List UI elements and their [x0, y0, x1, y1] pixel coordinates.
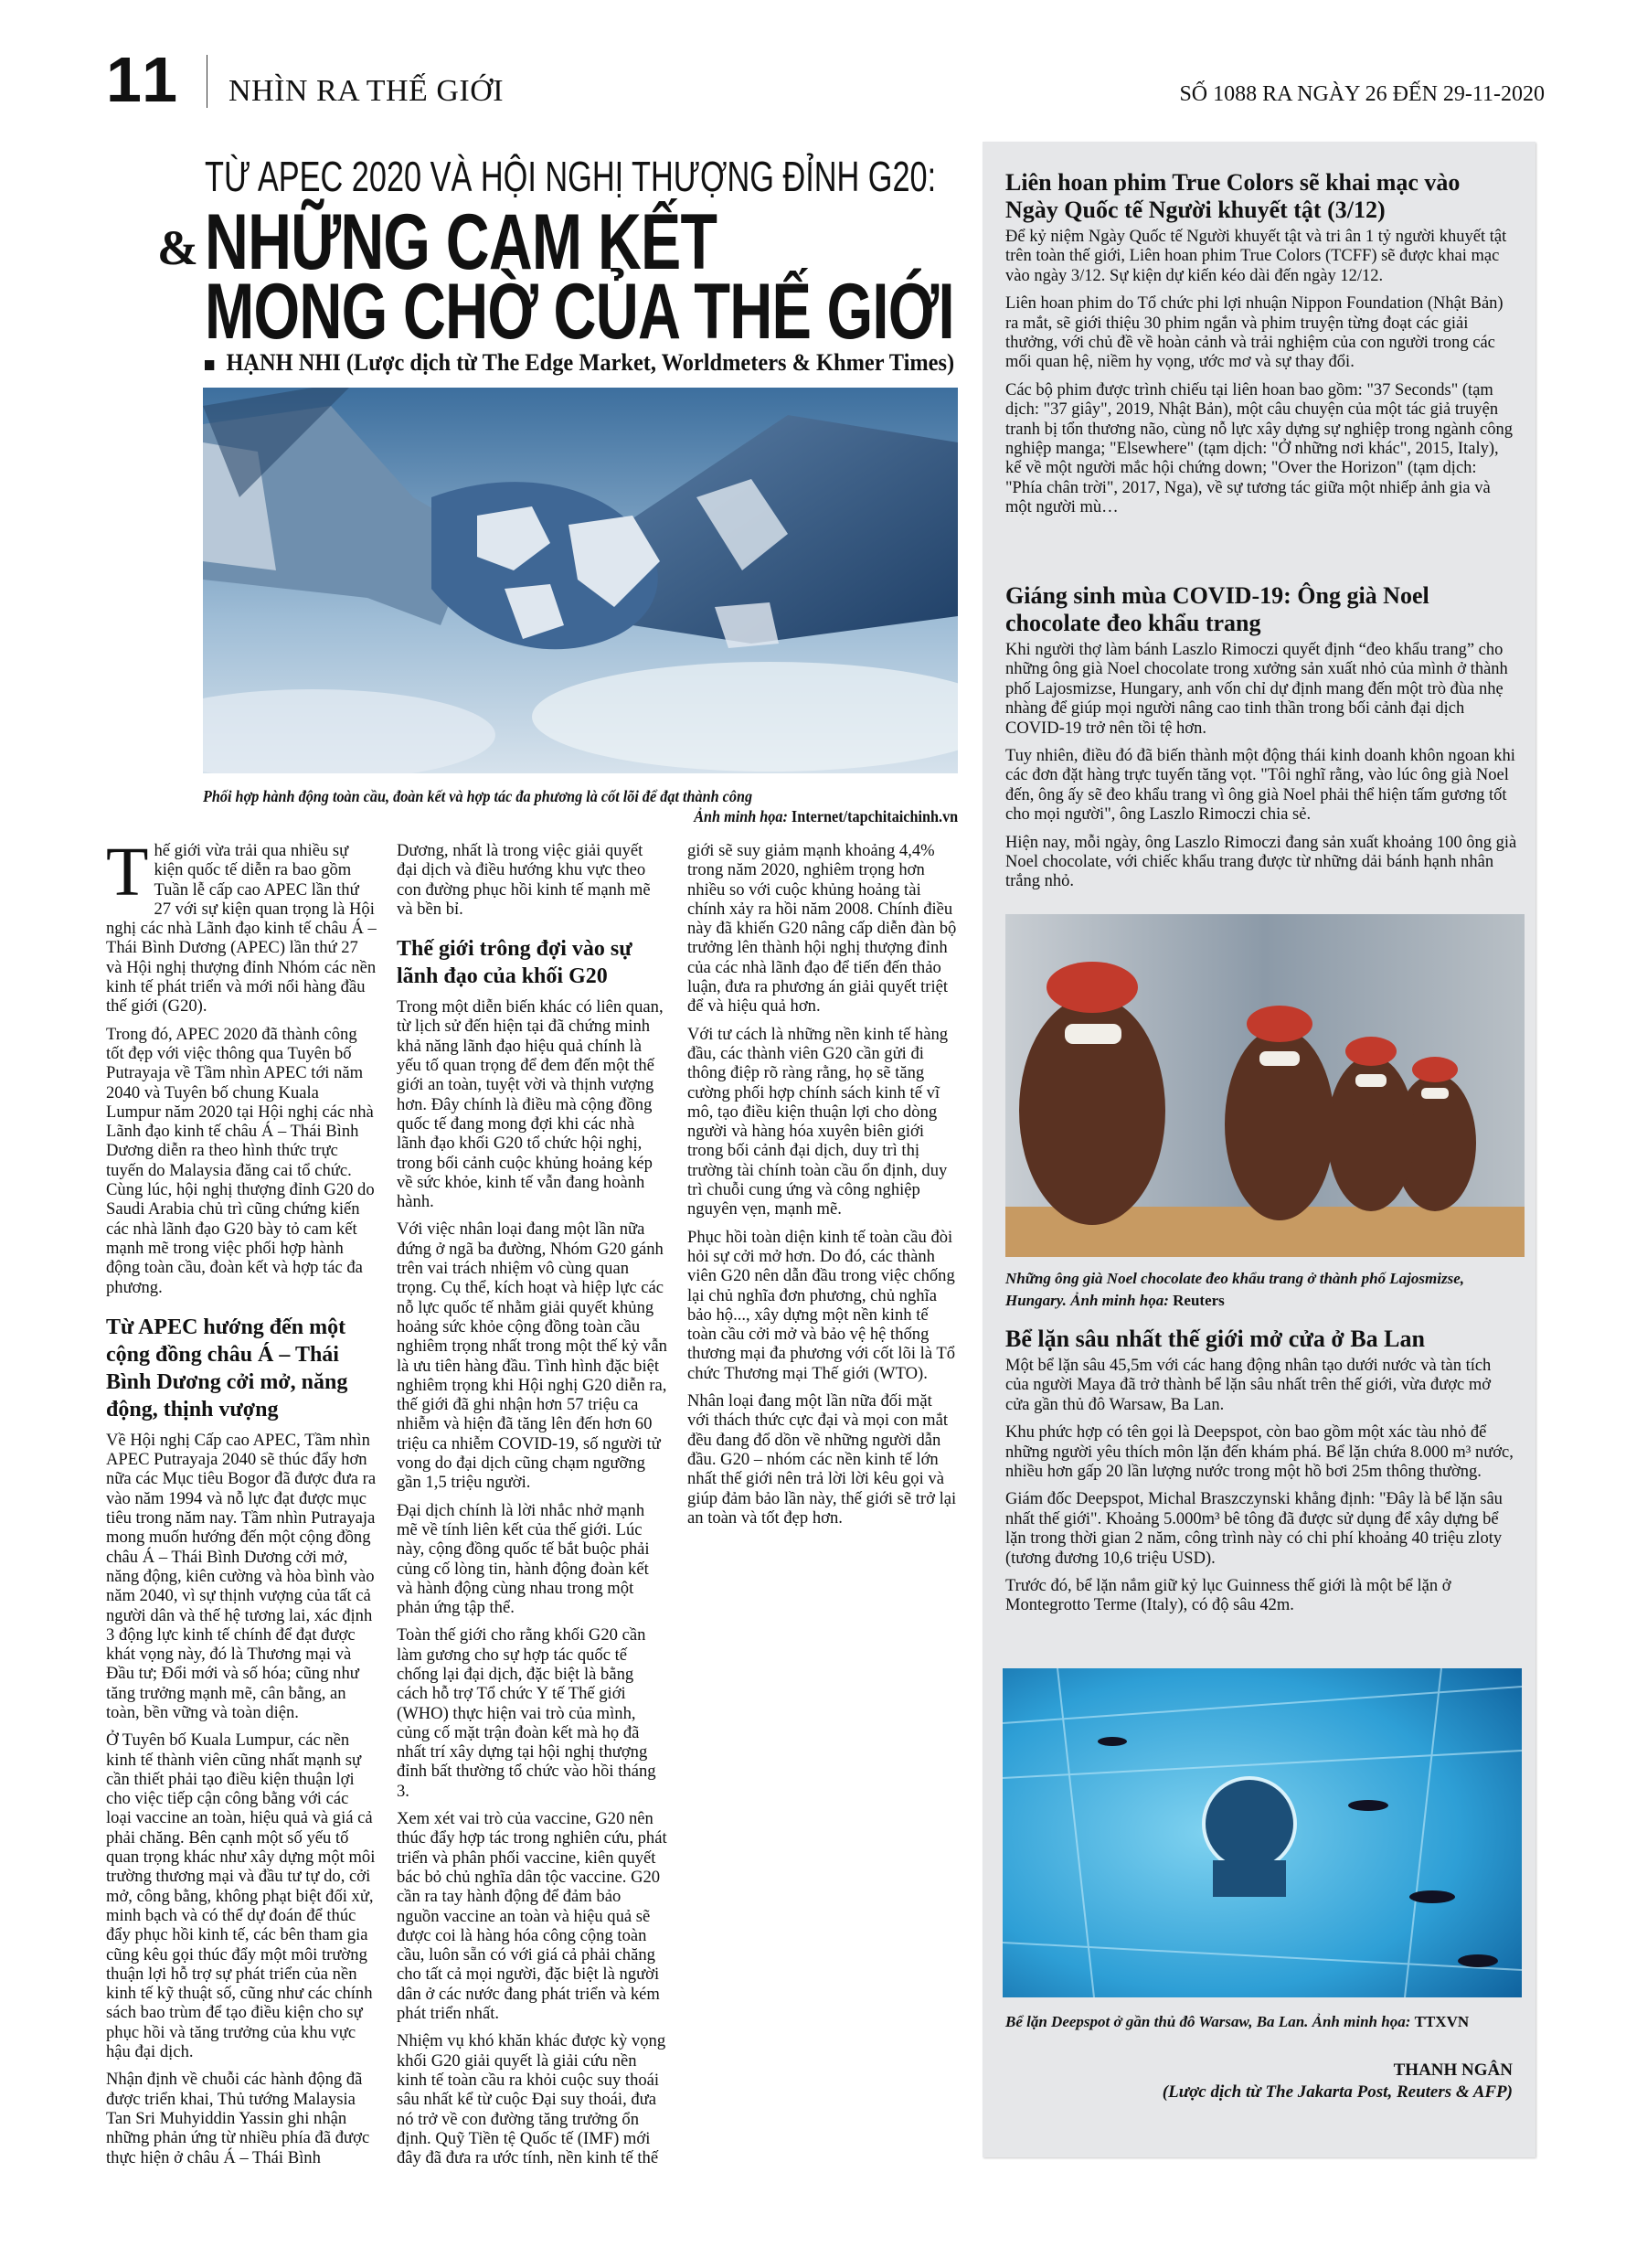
caption-text: Những ông già Noel chocolate đeo khẩu trang ở thành phố Lajosmizse, Hungary. Ảnh minh họa: [1005, 1270, 1464, 1309]
article-paragraph: Với tư cách là những nền kinh tế hàng đầu, các thành viên G20 cần gửi đi thông điệp rõ ràng rằng, họ sẽ tăng cường phối hợp chính sách kinh tế vĩ mô, tạo điều kiện thuận lợi cho dòng người và hàng hóa xuyên biên giới trong bối cảnh đại dịch, duy trì thị trường tài chính toàn cầu ổn định, duy trì chuỗi cung ứng và công nghiệp nguyên vẹn, mạnh mẽ. [687, 1024, 949, 1219]
author-source: (Lược dịch từ The Jakarta Post, Reuters & AFP) [1162, 2082, 1513, 2102]
sidebar-author [1163, 2060, 1513, 2103]
caption-credit: Reuters [1173, 1292, 1225, 1309]
caption-text: Bể lặn Deepspot ở gần thủ đô Warsaw, Ba Lan. Ảnh minh họa: [1005, 2013, 1411, 2030]
main-photo-caption-text: Phối hợp hành động toàn cầu, đoàn kết và hợp tác đa phương là cốt lõi để đạt thành công [203, 787, 753, 805]
drop-cap: T [106, 841, 149, 910]
article-paragraph: Nhiệm vụ khó khăn khác được kỳ vọng khối G20 giải quyết là giải cứu nền kinh tế toàn cầu ra khỏi cuộc suy thoái sâu nhất kể từ cuộc Đại suy thoái, đưa nó trở về con đường tăng trưởng ổn định. Quỹ Tiền tệ Quốc tế (IMF) mới đây đã đưa ra ước tính, nền kinh tế thế giới sẽ suy giảm mạnh khoảng 4,4% trong năm 2020, nghiêm trọng hơn nhiều so với cuộc khủng hoảng tài chính xảy ra hồi năm 2008. Chính điều này đã khiến G20 nâng cấp diễn đàn bộ trưởng lên thành hội nghị thượng đỉnh của các nhà lãnh đạo để tiến đến thảo luận, đưa ra phương án giải quyết triệt để và hiệu quả hơn. [397, 841, 957, 2168]
story-paragraph: Trước đó, bể lặn nắm giữ kỷ lục Guinness thế giới là một bể lặn ở Montegrotto Terme (Italy), có độ sâu 42m. [1005, 1577, 1451, 1615]
main-photo-credit [203, 806, 958, 826]
page-number: 11 [106, 44, 181, 115]
main-photo-caption [203, 786, 958, 826]
story-title: Liên hoan phim True Colors sẽ khai mạc vào Ngày Quốc tế Người khuyết tật (3/12) [1005, 169, 1461, 223]
chocolate-photo-caption [1005, 1268, 1526, 1312]
section-title: NHÌN RA THẾ GIỚI [228, 74, 505, 108]
news-sidebar [983, 142, 1535, 2157]
story-paragraph: Giám đốc Deepspot, Michal Braszczynski khẳng định: "Đây là bể lặn sâu nhất thế giới". Khoảng 5.000m³ bê tông đã được sử dụng để xây dựng bể lặn trong thời gian 2 năm, công trình này có chi phí khoảng 40 triệu zloty (tương đương 10,6 triệu USD). [1005, 1490, 1503, 1568]
byline [205, 349, 954, 377]
article-subheading: Từ APEC hướng đến một cộng đồng châu Á – Thái Bình Dương cởi mở, năng động, thịnh vượng [106, 1315, 348, 1421]
article-paragraph: Ở Tuyên bố Kuala Lumpur, các nền kinh tế thành viên cũng nhất mạnh sự cần thiết phải tạo điều kiện thuận lợi cho việc tiếp cận công bằng với các loại vaccine an toàn, hiệu quả và giá cả phải chăng. Bên cạnh một số yếu tố quan trọng khác như xây dựng một môi trường thương mại và đầu tư tự do, cởi mở, công bằng, không phạt biệt đối xử, minh bạch và có thể dự đoán để thúc đẩy phục hồi kinh tế, các bên tham gia cũng kêu gọi thúc đẩy một môi trường thuận lợi hỗ trợ sự phát triển của nền kinh tế kỹ thuật số, cũng như các chính sách bao trùm để tạo điều kiện cho sự phục hồi và tăng trưởng của khu vực hậu đại dịch. [106, 1730, 376, 2062]
article-paragraph: Toàn thế giới cho rằng khối G20 cần làm gương cho sự hợp tác quốc tế chống lại đại dịch, đặc biệt là bằng cách hỗ trợ Tổ chức Y tế Thế giới (WHO) thực hiện vai trò của mình, củng cố mặt trận đoàn kết mà họ đã nhất trí xây dựng tại hội nghị thượng đỉnh bất thường tổ chức vào hồi tháng 3. [397, 1625, 656, 1801]
credit-label: Ảnh minh họa: [694, 807, 788, 825]
article-paragraph: Xem xét vai trò của vaccine, G20 nên thúc đẩy hợp tác trong nghiên cứu, phát triển và phân phối vaccine, kiên quyết bác bỏ chủ nghĩa dân tộc vaccine. G20 cần ra tay hành động để đảm bảo nguồn vaccine an toàn và hiệu quả sẽ được coi là hàng hóa công cộng toàn cầu, luôn sẵn có với giá cả phải chăng cho tất cả mọi người, đặc biệt là người dân ở các nước đang phát triển và kém phát triển nhất. [397, 1809, 667, 2024]
byline-text: HẠNH NHI (Lược dịch từ The Edge Market, Worldmeters & Khmer Times) [226, 349, 955, 376]
chocolate-santa-photo [1005, 914, 1525, 1257]
story-title: Giáng sinh mùa COVID-19: Ông già Noel chocolate đeo khẩu trang [1005, 582, 1429, 636]
story-deepspot [1005, 1326, 1517, 1624]
headline-line-1: NHỮNG CAM KẾT [205, 198, 717, 286]
article-paragraph: Trong một diễn biến khác có liên quan, từ lịch sử đến hiện tại đã chứng minh khả năng lãnh đạo hiệu quả chính là yếu tố quan trọng để đem đến một thế giới an toàn, tuyệt vời và thịnh vượng hơn. Đây chính là điều mà cộng đồng quốc tế đang mong đợi khi các nhà lãnh đạo khối G20 tổ chức hội nghị, trong bối cảnh cuộc khủng hoảng kép về sức khỏe, kinh tế vẫn đang hoành hành. [397, 997, 664, 1212]
story-paragraph: Để kỷ niệm Ngày Quốc tế Người khuyết tật và tri ân 1 tỷ người khuyết tật trên toàn thế giới, Liên hoan phim True Colors (TCFF) sẽ được khai mạc vào ngày 3/12. Sự kiện dự kiến kéo dài đến ngày 12/12. [1005, 228, 1507, 285]
story-paragraph: Hiện nay, mỗi ngày, ông Laszlo Rimoczi đang sản xuất khoảng 100 ông già Noel chocolate, với chiếc khẩu trang được từ những dải bánh hạnh nhân trắng nhỏ. [1005, 833, 1517, 891]
story-paragraph: Các bộ phim được trình chiếu tại liên hoan bao gồm: "37 Seconds" (tạm dịch: "37 giây", 2019, Nhật Bản), một câu chuyện của một tác giả truyện tranh bị tổn thương não, cùng nỗ lực xây dựng sự nghiệp trong ngành công nghiệp manga; "Elsewhere" (tạm dịch: "Ở những nơi khác", 2015, Italy), kể về một người mắc hội chứng down; "Over the Horizon" (tạm dịch: "Phía chân trời", 2017, Nga), về sự tương tác giữa một nhiếp ảnh gia và một người mù… [1005, 380, 1513, 517]
pool-photo-caption [1005, 2011, 1526, 2033]
story-true-colors [1005, 169, 1517, 527]
article-paragraph: Nhận định về chuỗi các hành động đã được triển khai, Thủ tướng Malaysia Tan Sri Muhyiddin Yassin ghi nhận những phản ứng từ nhiều phía đã được thực hiện ở châu Á – Thái Bình Dương, nhất là trong việc giải quyết đại dịch và điều hướng khu vực theo con đường phục hồi kinh tế mạnh mẽ và bền bỉ. [106, 841, 651, 2167]
deepspot-pool-photo [1003, 1668, 1522, 1997]
article-paragraph: Nhân loại đang một lần nữa đối mặt với thách thức cực đại và mọi con mắt đều đang đổ dồn về những người dẫn đầu. G20 – nhóm các nền kinh tế lớn nhất thế giới nên trả lời lời kêu gọi và giúp đảm bảo lần này, thế giới sẽ trở lại an toàn và tốt đẹp hơn. [687, 1391, 957, 1528]
article-paragraph: Đại dịch chính là lời nhắc nhở mạnh mẽ về tính liên kết của thế giới. Lúc này, cộng đồng quốc tế bắt buộc phải củng cố lòng tin, hành động đoàn kết và hành động cùng nhau trong một phản ứng tập thể. [397, 1500, 650, 1618]
bullet-square-icon [205, 360, 214, 370]
handshake-world-map-photo [203, 388, 958, 773]
story-paragraph: Một bể lặn sâu 45,5m với các hang động nhân tạo dưới nước và tàn tích của người Maya đã trở thành bể lặn sâu nhất trên thế giới, vừa được mở cửa gần thủ đô Warsaw, Ba Lan. [1005, 1357, 1492, 1414]
story-title: Bể lặn sâu nhất thế giới mở cửa ở Ba Lan [1005, 1326, 1425, 1352]
author-name: THANH NGÂN [1393, 2060, 1513, 2080]
caption-credit: TTXVN [1414, 2013, 1470, 2030]
article-paragraph: Trong đó, APEC 2020 đã thành công tốt đẹp với việc thông qua Tuyên bố Putrayaja về Tầm nhìn APEC tới năm 2040 và Tuyên bố chung Kuala Lumpur năm 2020 tại Hội nghị các nhà Lãnh đạo kinh tế châu Á – Thái Bình Dương diễn ra theo hình thức trực tuyến do Malaysia đăng cai tổ chức. Cùng lúc, hội nghị thượng đỉnh G20 do Saudi Arabia chủ trì cũng chứng kiến các nhà lãnh đạo G20 bày tỏ cam kết mạnh mẽ trong việc phối hợp hành động toàn cầu, đoàn kết và hợp tác đa phương. [106, 1024, 375, 1297]
article-subheading: Thế giới trông đợi vào sự lãnh đạo của khối G20 [397, 937, 632, 989]
credit-source: Internet/tapchitaichinh.vn [791, 807, 959, 825]
headline-line-2: MONG CHỜ CỦA THẾ GIỚI [205, 268, 954, 356]
story-paragraph: Tuy nhiên, điều đó đã biến thành một động thái kinh doanh khôn ngoan khi các đơn đặt hàng trực tuyến tăng vọt. "Tôi nghĩ rằng, vào lúc ông già Noel đến, ông ấy sẽ đeo khẩu trang vì ông già Noel phải thể hiện tấm gương tốt cho mọi người", ông Laszlo Rimoczi chia sẻ. [1005, 747, 1515, 825]
article-paragraph [106, 841, 377, 1017]
article-paragraph: Về Hội nghị Cấp cao APEC, Tầm nhìn APEC Putrayaja 2040 sẽ thúc đẩy hơn nữa các Mục tiêu Bogor đã được đưa ra vào năm 1994 và nỗ lực đạt được mục tiêu trong năm nay. Tầm nhìn Putrayaja mong muốn hướng đến một cộng đồng châu Á – Thái Bình Dương cởi mở, năng động, kiên cường và hòa bình vào năm 2040, vì sự thịnh vượng của tất cả người dân và thế hệ tương lai, xác định 3 động lực kinh tế chính để đạt được khát vọng này, đó là Thương mại và Đầu tư; Đổi mới và số hóa; cũng như tăng trưởng mạnh mẽ, cân bằng, an toàn, bền vững và toàn diện. [106, 1430, 377, 1722]
article-paragraph: Phục hồi toàn diện kinh tế toàn cầu đòi hỏi sự cởi mở hơn. Do đó, các thành viên G20 nên dẫn đầu trong việc chống lại chủ nghĩa đơn phương, chủ nghĩa bảo hộ..., xây dựng một nền kinh tế toàn cầu cởi mở và bảo vệ hệ thống thương mại đa phương với cốt lõi là Tổ chức Thương mại Thế giới (WTO). [687, 1227, 956, 1383]
story-paragraph: Liên hoan phim do Tổ chức phi lợi nhuận Nippon Foundation (Nhật Bản) ra mắt, sẽ giới thiệu 30 phim ngắn và phim truyện từng đoạt các giải thưởng, với chủ đề về hoàn cảnh và trải nghiệm của con người trong các mối quan hệ, niềm hy vọng, ước mơ và sự thay đổi. [1005, 294, 1504, 372]
article-body [106, 841, 958, 2185]
story-paragraph: Khi người thợ làm bánh Laszlo Rimoczi quyết định “đeo khẩu trang” cho những ông già Noel chocolate trong xưởng sản xuất nhỏ của mình ở thành phố Lajosmizse, Hungary, anh vốn chỉ dự định mang đến một trò đùa nhẹ nhàng để giúp mọi người nâng cao tinh thần trong bối cảnh đại dịch COVID-19 trở nên tồi tệ hơn. [1005, 641, 1508, 738]
story-chocolate-santa [1005, 582, 1517, 900]
issue-date: SỐ 1088 RA NGÀY 26 ĐẾN 29-11-2020 [1179, 82, 1545, 106]
article-paragraph: Với việc nhân loại đang một lần nữa đứng ở ngã ba đường, Nhóm G20 gánh trên vai trách nhiệm vô cùng quan trọng. Cụ thể, kích hoạt và hiệp lực các nỗ lực quốc tế nhằm giải quyết khủng hoảng sức khỏe cộng đồng toàn cầu nghiêm trọng nhất trong một thế kỷ vẫn là ưu tiên hàng đầu. Tình hình đặc biệt nghiêm trọng khi Hội nghị G20 diễn ra, thế giới đã ghi nhận hơn 57 triệu ca nhiễm và hiện đã tăng lên đến hơn 60 triệu ca nhiễm COVID-19, số người tử vong do đại dịch cũng chạm ngưỡng gần 1,5 triệu người. [397, 1219, 667, 1493]
article-paragraph-text: hế giới vừa trải qua nhiều sự kiện quốc tế diễn ra bao gồm Tuần lễ cấp cao APEC lần thứ 27 với sự kiện quan trọng là Hội nghị các nhà Lãnh đạo kinh tế châu Á – Thái Bình Dương (APEC) lần thứ 27 và Hội nghị thượng đỉnh Nhóm các nền kinh tế phát triển và mới nổi hàng đầu thế giới (G20). [106, 841, 377, 1017]
story-paragraph: Khu phức hợp có tên gọi là Deepspot, còn bao gồm một xác tàu nhỏ để những người yêu thích môn lặn đến khám phá. Bể lặn chứa 8.000 m³ nước, nhiều hơn gấp 20 lần lượng nước trong một hồ bơi 25m thông thường. [1005, 1423, 1514, 1482]
article-supertitle: TỪ APEC 2020 VÀ HỘI NGHỊ THƯỢNG ĐỈNH G20: [205, 153, 937, 200]
headline-ampersand: & [157, 220, 198, 275]
